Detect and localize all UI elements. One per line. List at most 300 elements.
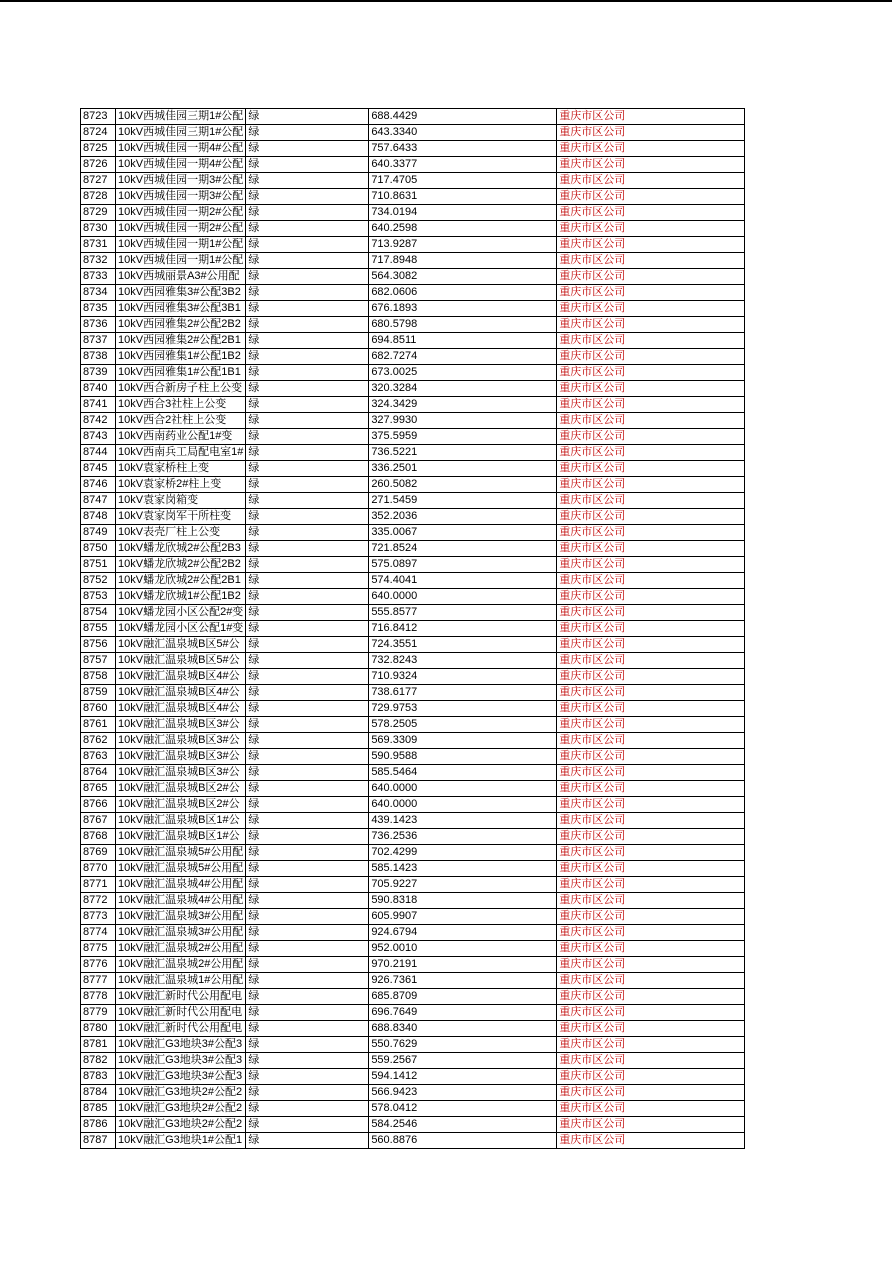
row-id-cell[interactable]: 8750 [81,541,116,557]
status-cell[interactable]: 绿 [246,461,369,477]
row-id-cell[interactable]: 8781 [81,1037,116,1053]
row-id-cell[interactable]: 8761 [81,717,116,733]
row-id-cell[interactable]: 8779 [81,1005,116,1021]
status-cell[interactable]: 绿 [246,365,369,381]
company-cell[interactable]: 重庆市区公司 [557,1037,745,1053]
value-cell[interactable]: 734.0194 [369,205,557,221]
device-name-cell[interactable]: 10kV融汇温泉城2#公用配 [116,941,246,957]
company-cell[interactable]: 重庆市区公司 [557,621,745,637]
row-id-cell[interactable]: 8735 [81,301,116,317]
row-id-cell[interactable]: 8736 [81,317,116,333]
row-id-cell[interactable]: 8765 [81,781,116,797]
company-cell[interactable]: 重庆市区公司 [557,429,745,445]
status-cell[interactable]: 绿 [246,205,369,221]
row-id-cell[interactable]: 8747 [81,493,116,509]
row-id-cell[interactable]: 8769 [81,845,116,861]
row-id-cell[interactable]: 8763 [81,749,116,765]
value-cell[interactable]: 575.0897 [369,557,557,573]
company-cell[interactable]: 重庆市区公司 [557,445,745,461]
device-name-cell[interactable]: 10kV融汇温泉城3#公用配 [116,925,246,941]
status-cell[interactable]: 绿 [246,1085,369,1101]
value-cell[interactable]: 352.2036 [369,509,557,525]
company-cell[interactable]: 重庆市区公司 [557,365,745,381]
device-name-cell[interactable]: 10kV融汇温泉城4#公用配 [116,893,246,909]
company-cell[interactable]: 重庆市区公司 [557,1005,745,1021]
value-cell[interactable]: 676.1893 [369,301,557,317]
value-cell[interactable]: 705.9227 [369,877,557,893]
row-id-cell[interactable]: 8787 [81,1133,116,1149]
value-cell[interactable]: 605.9907 [369,909,557,925]
company-cell[interactable]: 重庆市区公司 [557,205,745,221]
company-cell[interactable]: 重庆市区公司 [557,989,745,1005]
status-cell[interactable]: 绿 [246,573,369,589]
device-name-cell[interactable]: 10kV蟠龙欣城1#公配1B2 [116,589,246,605]
device-name-cell[interactable]: 10kV西园雅集1#公配1B1 [116,365,246,381]
company-cell[interactable]: 重庆市区公司 [557,685,745,701]
device-name-cell[interactable]: 10kV西城佳园一期4#公配 [116,157,246,173]
status-cell[interactable]: 绿 [246,989,369,1005]
device-name-cell[interactable]: 10kV融汇温泉城B区2#公 [116,797,246,813]
device-name-cell[interactable]: 10kV西城佳园一期2#公配 [116,205,246,221]
device-name-cell[interactable]: 10kV融汇温泉城B区5#公 [116,637,246,653]
device-name-cell[interactable]: 10kV融汇温泉城1#公用配 [116,973,246,989]
row-id-cell[interactable]: 8778 [81,989,116,1005]
device-name-cell[interactable]: 10kV融汇温泉城4#公用配 [116,877,246,893]
status-cell[interactable]: 绿 [246,221,369,237]
row-id-cell[interactable]: 8772 [81,893,116,909]
status-cell[interactable]: 绿 [246,861,369,877]
value-cell[interactable]: 559.2567 [369,1053,557,1069]
row-id-cell[interactable]: 8776 [81,957,116,973]
row-id-cell[interactable]: 8786 [81,1117,116,1133]
device-name-cell[interactable]: 10kV西合2社柱上公变 [116,413,246,429]
company-cell[interactable]: 重庆市区公司 [557,749,745,765]
row-id-cell[interactable]: 8749 [81,525,116,541]
value-cell[interactable]: 702.4299 [369,845,557,861]
company-cell[interactable]: 重庆市区公司 [557,925,745,941]
status-cell[interactable]: 绿 [246,509,369,525]
value-cell[interactable]: 569.3309 [369,733,557,749]
status-cell[interactable]: 绿 [246,269,369,285]
status-cell[interactable]: 绿 [246,333,369,349]
status-cell[interactable]: 绿 [246,637,369,653]
company-cell[interactable]: 重庆市区公司 [557,845,745,861]
company-cell[interactable]: 重庆市区公司 [557,381,745,397]
status-cell[interactable]: 绿 [246,173,369,189]
row-id-cell[interactable]: 8726 [81,157,116,173]
device-name-cell[interactable]: 10kV融汇G3地块1#公配1 [116,1133,246,1149]
value-cell[interactable]: 685.8709 [369,989,557,1005]
device-name-cell[interactable]: 10kV融汇新时代公用配电 [116,1021,246,1037]
company-cell[interactable]: 重庆市区公司 [557,861,745,877]
value-cell[interactable]: 682.7274 [369,349,557,365]
device-name-cell[interactable]: 10kV融汇温泉城B区3#公 [116,733,246,749]
company-cell[interactable]: 重庆市区公司 [557,957,745,973]
value-cell[interactable]: 585.1423 [369,861,557,877]
status-cell[interactable]: 绿 [246,525,369,541]
value-cell[interactable]: 643.3340 [369,125,557,141]
row-id-cell[interactable]: 8782 [81,1053,116,1069]
value-cell[interactable]: 640.0000 [369,781,557,797]
row-id-cell[interactable]: 8753 [81,589,116,605]
company-cell[interactable]: 重庆市区公司 [557,573,745,589]
status-cell[interactable]: 绿 [246,253,369,269]
value-cell[interactable]: 564.3082 [369,269,557,285]
value-cell[interactable]: 716.8412 [369,621,557,637]
status-cell[interactable]: 绿 [246,125,369,141]
company-cell[interactable]: 重庆市区公司 [557,349,745,365]
status-cell[interactable]: 绿 [246,1101,369,1117]
status-cell[interactable]: 绿 [246,109,369,125]
company-cell[interactable]: 重庆市区公司 [557,701,745,717]
company-cell[interactable]: 重庆市区公司 [557,717,745,733]
value-cell[interactable]: 335.0067 [369,525,557,541]
device-name-cell[interactable]: 10kV融汇温泉城5#公用配 [116,845,246,861]
value-cell[interactable]: 555.8577 [369,605,557,621]
value-cell[interactable]: 713.9287 [369,237,557,253]
value-cell[interactable]: 640.2598 [369,221,557,237]
status-cell[interactable]: 绿 [246,957,369,973]
device-name-cell[interactable]: 10kV融汇温泉城B区1#公 [116,829,246,845]
status-cell[interactable]: 绿 [246,285,369,301]
row-id-cell[interactable]: 8760 [81,701,116,717]
status-cell[interactable]: 绿 [246,301,369,317]
device-name-cell[interactable]: 10kV西城佳园一期2#公配 [116,221,246,237]
device-name-cell[interactable]: 10kV融汇G3地块3#公配3 [116,1037,246,1053]
device-name-cell[interactable]: 10kV西城佳园三期1#公配 [116,109,246,125]
row-id-cell[interactable]: 8740 [81,381,116,397]
status-cell[interactable]: 绿 [246,973,369,989]
value-cell[interactable]: 439.1423 [369,813,557,829]
status-cell[interactable]: 绿 [246,909,369,925]
row-id-cell[interactable]: 8739 [81,365,116,381]
company-cell[interactable]: 重庆市区公司 [557,461,745,477]
row-id-cell[interactable]: 8724 [81,125,116,141]
row-id-cell[interactable]: 8734 [81,285,116,301]
company-cell[interactable]: 重庆市区公司 [557,237,745,253]
row-id-cell[interactable]: 8748 [81,509,116,525]
value-cell[interactable]: 578.0412 [369,1101,557,1117]
status-cell[interactable]: 绿 [246,1037,369,1053]
device-name-cell[interactable]: 10kV融汇G3地块2#公配2 [116,1085,246,1101]
status-cell[interactable]: 绿 [246,781,369,797]
device-name-cell[interactable]: 10kV融汇温泉城B区2#公 [116,781,246,797]
device-name-cell[interactable]: 10kV融汇温泉城B区4#公 [116,669,246,685]
device-name-cell[interactable]: 10kV表壳厂柱上公变 [116,525,246,541]
device-name-cell[interactable]: 10kV西城佳园一期3#公配 [116,189,246,205]
value-cell[interactable]: 717.8948 [369,253,557,269]
company-cell[interactable]: 重庆市区公司 [557,301,745,317]
device-name-cell[interactable]: 10kV袁家桥2#柱上变 [116,477,246,493]
device-name-cell[interactable]: 10kV蟠龙欣城2#公配2B1 [116,573,246,589]
status-cell[interactable]: 绿 [246,589,369,605]
value-cell[interactable]: 717.4705 [369,173,557,189]
value-cell[interactable]: 729.9753 [369,701,557,717]
device-name-cell[interactable]: 10kV袁家桥柱上变 [116,461,246,477]
value-cell[interactable]: 926.7361 [369,973,557,989]
company-cell[interactable]: 重庆市区公司 [557,141,745,157]
company-cell[interactable]: 重庆市区公司 [557,477,745,493]
company-cell[interactable]: 重庆市区公司 [557,1085,745,1101]
status-cell[interactable]: 绿 [246,1053,369,1069]
row-id-cell[interactable]: 8730 [81,221,116,237]
row-id-cell[interactable]: 8770 [81,861,116,877]
device-name-cell[interactable]: 10kV西城丽景A3#公用配 [116,269,246,285]
company-cell[interactable]: 重庆市区公司 [557,605,745,621]
device-name-cell[interactable]: 10kV西合新房子柱上公变 [116,381,246,397]
value-cell[interactable]: 336.2501 [369,461,557,477]
value-cell[interactable]: 710.8631 [369,189,557,205]
device-name-cell[interactable]: 10kV融汇G3地块2#公配2 [116,1101,246,1117]
device-name-cell[interactable]: 10kV西园雅集3#公配3B1 [116,301,246,317]
company-cell[interactable]: 重庆市区公司 [557,541,745,557]
company-cell[interactable]: 重庆市区公司 [557,157,745,173]
company-cell[interactable]: 重庆市区公司 [557,269,745,285]
company-cell[interactable]: 重庆市区公司 [557,285,745,301]
value-cell[interactable]: 324.3429 [369,397,557,413]
status-cell[interactable]: 绿 [246,493,369,509]
row-id-cell[interactable]: 8764 [81,765,116,781]
company-cell[interactable]: 重庆市区公司 [557,509,745,525]
status-cell[interactable]: 绿 [246,541,369,557]
company-cell[interactable]: 重庆市区公司 [557,797,745,813]
company-cell[interactable]: 重庆市区公司 [557,893,745,909]
value-cell[interactable]: 688.8340 [369,1021,557,1037]
value-cell[interactable]: 710.9324 [369,669,557,685]
status-cell[interactable]: 绿 [246,749,369,765]
row-id-cell[interactable]: 8737 [81,333,116,349]
device-name-cell[interactable]: 10kV蟠龙园小区公配1#变 [116,621,246,637]
row-id-cell[interactable]: 8766 [81,797,116,813]
value-cell[interactable]: 738.6177 [369,685,557,701]
status-cell[interactable]: 绿 [246,813,369,829]
row-id-cell[interactable]: 8758 [81,669,116,685]
device-name-cell[interactable]: 10kV袁家岗军干所柱变 [116,509,246,525]
company-cell[interactable]: 重庆市区公司 [557,781,745,797]
device-name-cell[interactable]: 10kV蟠龙欣城2#公配2B3 [116,541,246,557]
status-cell[interactable]: 绿 [246,717,369,733]
company-cell[interactable]: 重庆市区公司 [557,221,745,237]
row-id-cell[interactable]: 8757 [81,653,116,669]
company-cell[interactable]: 重庆市区公司 [557,189,745,205]
status-cell[interactable]: 绿 [246,237,369,253]
company-cell[interactable]: 重庆市区公司 [557,317,745,333]
status-cell[interactable]: 绿 [246,605,369,621]
company-cell[interactable]: 重庆市区公司 [557,109,745,125]
company-cell[interactable]: 重庆市区公司 [557,1101,745,1117]
company-cell[interactable]: 重庆市区公司 [557,1133,745,1149]
row-id-cell[interactable]: 8759 [81,685,116,701]
value-cell[interactable]: 640.0000 [369,797,557,813]
company-cell[interactable]: 重庆市区公司 [557,909,745,925]
company-cell[interactable]: 重庆市区公司 [557,765,745,781]
status-cell[interactable]: 绿 [246,829,369,845]
device-name-cell[interactable]: 10kV袁家岗箱变 [116,493,246,509]
value-cell[interactable]: 585.5464 [369,765,557,781]
row-id-cell[interactable]: 8751 [81,557,116,573]
device-name-cell[interactable]: 10kV蟠龙园小区公配2#变 [116,605,246,621]
device-name-cell[interactable]: 10kV融汇温泉城B区1#公 [116,813,246,829]
row-id-cell[interactable]: 8774 [81,925,116,941]
company-cell[interactable]: 重庆市区公司 [557,1069,745,1085]
company-cell[interactable]: 重庆市区公司 [557,125,745,141]
row-id-cell[interactable]: 8783 [81,1069,116,1085]
company-cell[interactable]: 重庆市区公司 [557,1117,745,1133]
status-cell[interactable]: 绿 [246,1005,369,1021]
value-cell[interactable]: 584.2546 [369,1117,557,1133]
row-id-cell[interactable]: 8784 [81,1085,116,1101]
device-name-cell[interactable]: 10kV融汇新时代公用配电 [116,1005,246,1021]
value-cell[interactable]: 724.3551 [369,637,557,653]
device-name-cell[interactable]: 10kV西城佳园一期1#公配 [116,253,246,269]
company-cell[interactable]: 重庆市区公司 [557,733,745,749]
row-id-cell[interactable]: 8723 [81,109,116,125]
device-name-cell[interactable]: 10kV西园雅集3#公配3B2 [116,285,246,301]
value-cell[interactable]: 566.9423 [369,1085,557,1101]
row-id-cell[interactable]: 8775 [81,941,116,957]
device-name-cell[interactable]: 10kV融汇温泉城B区3#公 [116,749,246,765]
device-name-cell[interactable]: 10kV融汇温泉城B区5#公 [116,653,246,669]
company-cell[interactable]: 重庆市区公司 [557,973,745,989]
device-name-cell[interactable]: 10kV西园雅集1#公配1B2 [116,349,246,365]
value-cell[interactable]: 560.8876 [369,1133,557,1149]
status-cell[interactable]: 绿 [246,1069,369,1085]
row-id-cell[interactable]: 8771 [81,877,116,893]
value-cell[interactable]: 578.2505 [369,717,557,733]
row-id-cell[interactable]: 8746 [81,477,116,493]
device-name-cell[interactable]: 10kV西合3社柱上公变 [116,397,246,413]
status-cell[interactable]: 绿 [246,893,369,909]
value-cell[interactable]: 640.3377 [369,157,557,173]
value-cell[interactable]: 757.6433 [369,141,557,157]
row-id-cell[interactable]: 8752 [81,573,116,589]
status-cell[interactable]: 绿 [246,429,369,445]
value-cell[interactable]: 320.3284 [369,381,557,397]
company-cell[interactable]: 重庆市区公司 [557,557,745,573]
value-cell[interactable]: 924.6794 [369,925,557,941]
status-cell[interactable]: 绿 [246,381,369,397]
status-cell[interactable]: 绿 [246,141,369,157]
row-id-cell[interactable]: 8777 [81,973,116,989]
row-id-cell[interactable]: 8755 [81,621,116,637]
value-cell[interactable]: 590.9588 [369,749,557,765]
row-id-cell[interactable]: 8743 [81,429,116,445]
device-name-cell[interactable]: 10kV融汇温泉城B区3#公 [116,717,246,733]
company-cell[interactable]: 重庆市区公司 [557,669,745,685]
row-id-cell[interactable]: 8745 [81,461,116,477]
company-cell[interactable]: 重庆市区公司 [557,589,745,605]
status-cell[interactable]: 绿 [246,941,369,957]
row-id-cell[interactable]: 8768 [81,829,116,845]
value-cell[interactable]: 736.5221 [369,445,557,461]
value-cell[interactable]: 696.7649 [369,1005,557,1021]
row-id-cell[interactable]: 8744 [81,445,116,461]
row-id-cell[interactable]: 8725 [81,141,116,157]
company-cell[interactable]: 重庆市区公司 [557,525,745,541]
device-name-cell[interactable]: 10kV西园雅集2#公配2B2 [116,317,246,333]
company-cell[interactable]: 重庆市区公司 [557,253,745,269]
value-cell[interactable]: 732.8243 [369,653,557,669]
value-cell[interactable]: 594.1412 [369,1069,557,1085]
row-id-cell[interactable]: 8767 [81,813,116,829]
device-name-cell[interactable]: 10kV西城佳园三期1#公配 [116,125,246,141]
status-cell[interactable]: 绿 [246,653,369,669]
device-name-cell[interactable]: 10kV融汇温泉城5#公用配 [116,861,246,877]
status-cell[interactable]: 绿 [246,477,369,493]
device-name-cell[interactable]: 10kV西城佳园一期4#公配 [116,141,246,157]
status-cell[interactable]: 绿 [246,413,369,429]
status-cell[interactable]: 绿 [246,157,369,173]
row-id-cell[interactable]: 8773 [81,909,116,925]
device-name-cell[interactable]: 10kV融汇温泉城3#公用配 [116,909,246,925]
value-cell[interactable]: 375.5959 [369,429,557,445]
device-name-cell[interactable]: 10kV融汇G3地块3#公配3 [116,1069,246,1085]
status-cell[interactable]: 绿 [246,797,369,813]
device-name-cell[interactable]: 10kV融汇G3地块2#公配2 [116,1117,246,1133]
value-cell[interactable]: 688.4429 [369,109,557,125]
device-name-cell[interactable]: 10kV融汇温泉城2#公用配 [116,957,246,973]
value-cell[interactable]: 736.2536 [369,829,557,845]
company-cell[interactable]: 重庆市区公司 [557,877,745,893]
row-id-cell[interactable]: 8785 [81,1101,116,1117]
value-cell[interactable]: 673.0025 [369,365,557,381]
status-cell[interactable]: 绿 [246,189,369,205]
row-id-cell[interactable]: 8732 [81,253,116,269]
row-id-cell[interactable]: 8756 [81,637,116,653]
device-name-cell[interactable]: 10kV蟠龙欣城2#公配2B2 [116,557,246,573]
value-cell[interactable]: 970.2191 [369,957,557,973]
status-cell[interactable]: 绿 [246,925,369,941]
status-cell[interactable]: 绿 [246,349,369,365]
value-cell[interactable]: 694.8511 [369,333,557,349]
company-cell[interactable]: 重庆市区公司 [557,813,745,829]
device-name-cell[interactable]: 10kV融汇新时代公用配电 [116,989,246,1005]
status-cell[interactable]: 绿 [246,733,369,749]
company-cell[interactable]: 重庆市区公司 [557,413,745,429]
company-cell[interactable]: 重庆市区公司 [557,173,745,189]
company-cell[interactable]: 重庆市区公司 [557,829,745,845]
row-id-cell[interactable]: 8762 [81,733,116,749]
device-name-cell[interactable]: 10kV西南兵工局配电室1# [116,445,246,461]
row-id-cell[interactable]: 8733 [81,269,116,285]
status-cell[interactable]: 绿 [246,845,369,861]
device-name-cell[interactable]: 10kV融汇温泉城B区4#公 [116,685,246,701]
status-cell[interactable]: 绿 [246,1021,369,1037]
status-cell[interactable]: 绿 [246,445,369,461]
status-cell[interactable]: 绿 [246,877,369,893]
value-cell[interactable]: 271.5459 [369,493,557,509]
status-cell[interactable]: 绿 [246,685,369,701]
company-cell[interactable]: 重庆市区公司 [557,1021,745,1037]
value-cell[interactable]: 574.4041 [369,573,557,589]
device-name-cell[interactable]: 10kV西城佳园一期1#公配 [116,237,246,253]
company-cell[interactable]: 重庆市区公司 [557,333,745,349]
row-id-cell[interactable]: 8780 [81,1021,116,1037]
company-cell[interactable]: 重庆市区公司 [557,637,745,653]
row-id-cell[interactable]: 8738 [81,349,116,365]
value-cell[interactable]: 952.0010 [369,941,557,957]
row-id-cell[interactable]: 8731 [81,237,116,253]
company-cell[interactable]: 重庆市区公司 [557,941,745,957]
status-cell[interactable]: 绿 [246,317,369,333]
status-cell[interactable]: 绿 [246,765,369,781]
value-cell[interactable]: 590.8318 [369,893,557,909]
row-id-cell[interactable]: 8728 [81,189,116,205]
device-name-cell[interactable]: 10kV西城佳园一期3#公配 [116,173,246,189]
value-cell[interactable]: 260.5082 [369,477,557,493]
company-cell[interactable]: 重庆市区公司 [557,493,745,509]
value-cell[interactable]: 680.5798 [369,317,557,333]
